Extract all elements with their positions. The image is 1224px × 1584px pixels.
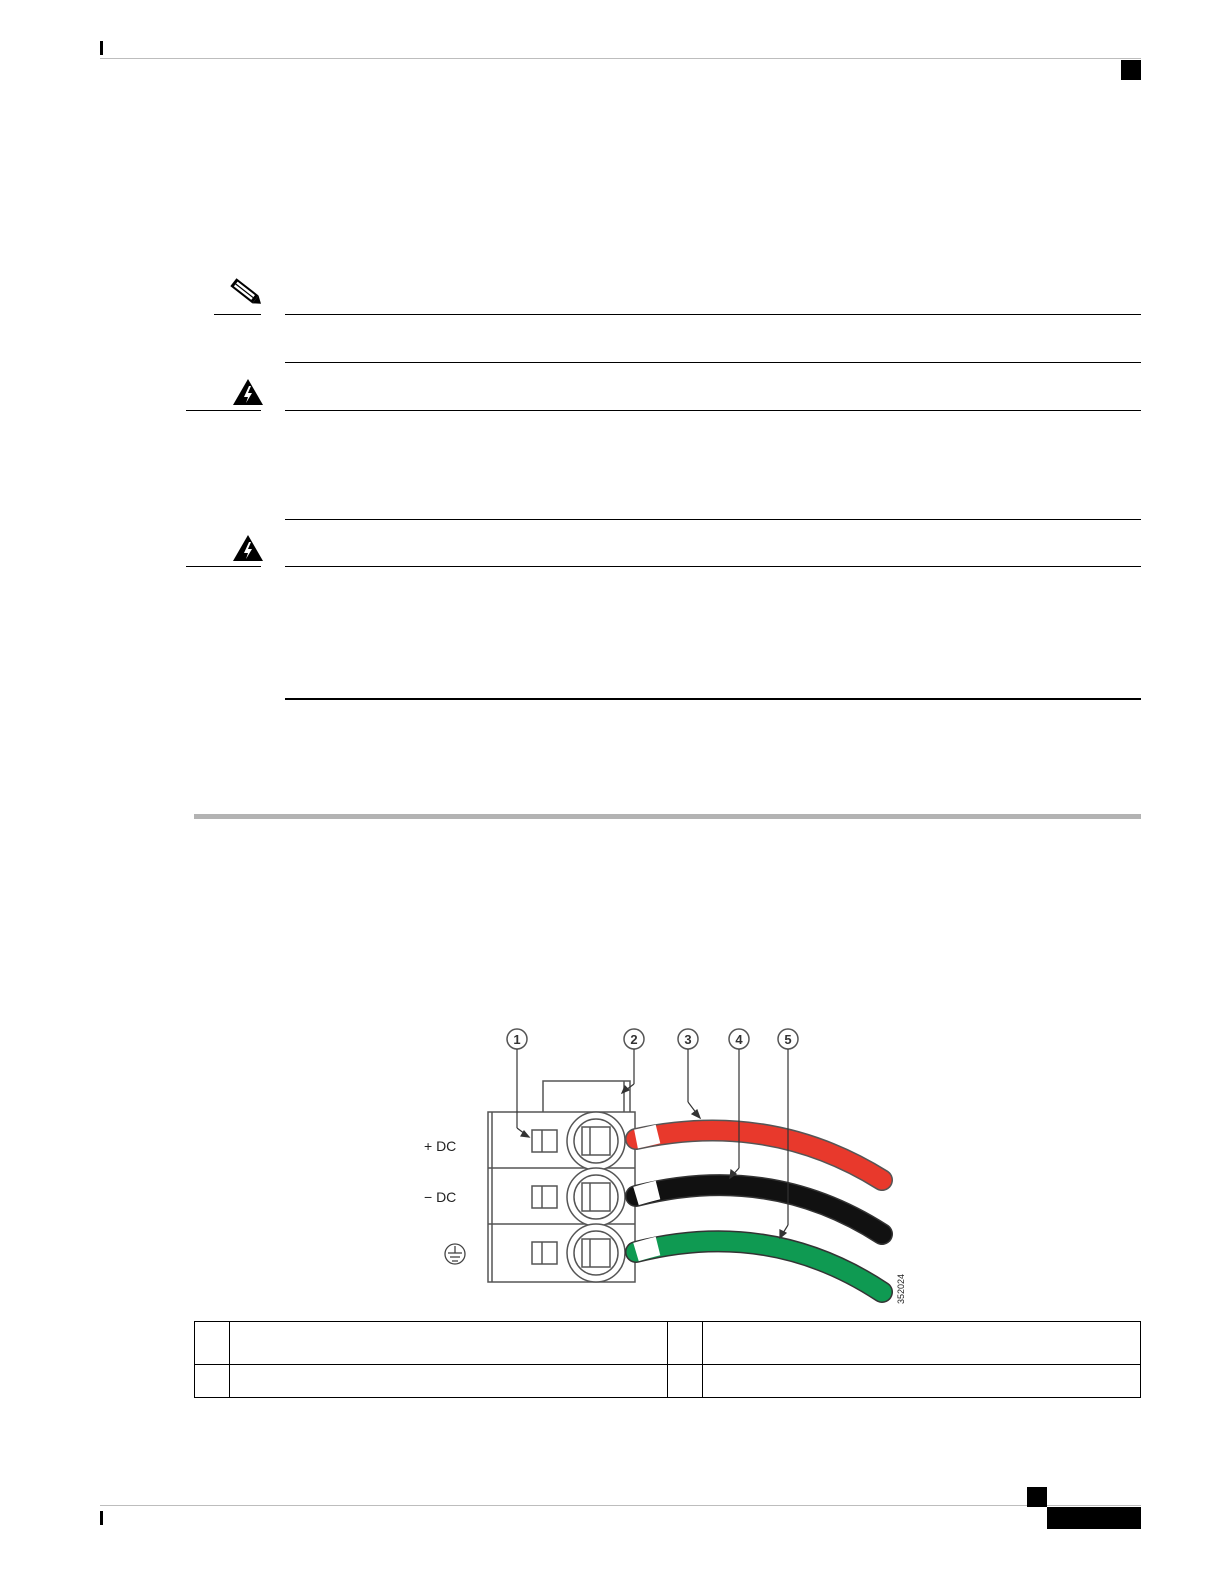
- plus-dc-label: + DC: [424, 1138, 457, 1154]
- black-wire: [636, 1185, 882, 1234]
- table-cell: [195, 1365, 230, 1398]
- warning-2-bottom-rule: [285, 698, 1141, 700]
- table-cell: [702, 1365, 1140, 1398]
- note-icon: [226, 274, 266, 310]
- green-wire: [636, 1241, 882, 1292]
- ground-symbol-icon: [445, 1244, 465, 1264]
- callout-3-number: 3: [684, 1032, 692, 1047]
- table-row: [195, 1322, 1141, 1365]
- table-cell: [702, 1322, 1140, 1365]
- lever-tab: [532, 1186, 557, 1208]
- table-cell: [667, 1322, 702, 1365]
- callout-4-number: 4: [735, 1032, 743, 1047]
- warning-1-bottom-rule: [285, 519, 1141, 520]
- callout-legend-table: [194, 1321, 1141, 1398]
- dc-terminal-block-figure: [410, 1020, 920, 1310]
- lever-tab: [532, 1242, 557, 1264]
- callout-1-number: 1: [513, 1032, 521, 1047]
- footer-rule: [100, 1505, 1141, 1506]
- warning-2-icon-rule: [186, 566, 261, 567]
- warning-1-icon-rule: [186, 410, 261, 411]
- note-icon-rule: [214, 314, 261, 315]
- section-divider: [194, 814, 1141, 819]
- warning-icon: [232, 378, 264, 406]
- figure-art-number: 352024: [896, 1273, 906, 1304]
- header-rule: [100, 58, 1141, 59]
- footer-page-tab: [1027, 1487, 1047, 1507]
- warning-1-top-rule: [285, 410, 1141, 411]
- warning-2-top-rule: [285, 566, 1141, 567]
- minus-dc-label: − DC: [424, 1189, 457, 1205]
- note-bottom-rule: [285, 362, 1141, 363]
- note-top-rule: [285, 314, 1141, 315]
- callout-2-number: 2: [630, 1032, 638, 1047]
- table-cell: [229, 1322, 667, 1365]
- warning-icon: [232, 534, 264, 562]
- table-cell: [229, 1365, 667, 1398]
- footer-edge-mark: [100, 1511, 103, 1525]
- header-edge-mark: [100, 41, 103, 55]
- table-cell: [195, 1322, 230, 1365]
- footer-page-number-box: [1047, 1507, 1141, 1529]
- red-wire: [636, 1131, 882, 1180]
- header-page-tab: [1121, 60, 1141, 80]
- table-cell: [667, 1365, 702, 1398]
- terminal-block-latch: [543, 1081, 630, 1112]
- table-row: [195, 1365, 1141, 1398]
- callout-5-number: 5: [784, 1032, 792, 1047]
- lever-tab: [532, 1130, 557, 1152]
